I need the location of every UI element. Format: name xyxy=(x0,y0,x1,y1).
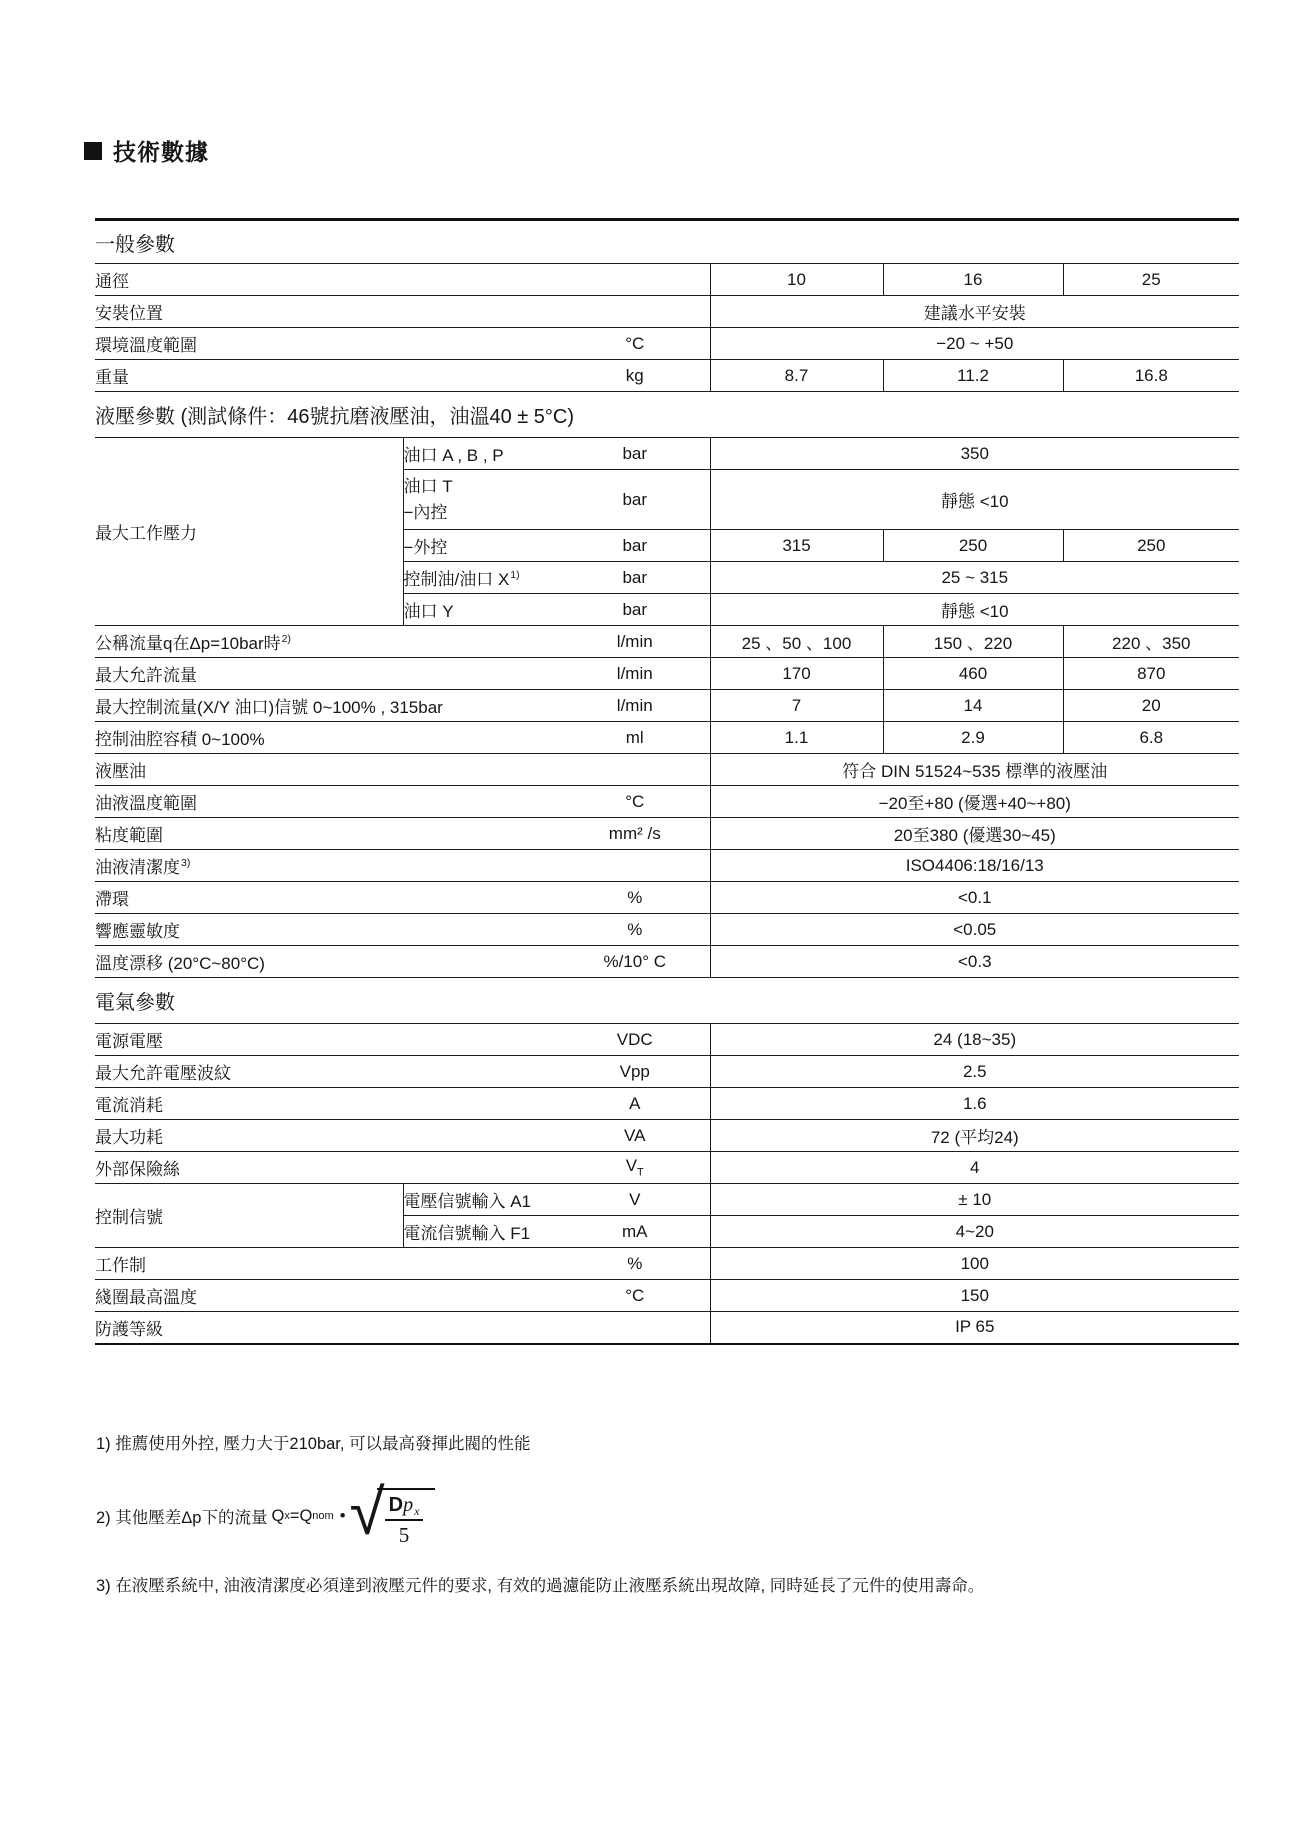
row-viscosity xyxy=(95,818,1239,850)
value-cell-10: 25 、50 、100 xyxy=(710,626,883,658)
section-header-electrical: 電氣參數 xyxy=(95,978,1239,1024)
row-fluid-temp xyxy=(95,786,1239,818)
page-title-text: 技術數據 xyxy=(113,139,209,165)
unit-cell: mm² /s xyxy=(560,818,710,850)
unit-cell: °C xyxy=(560,786,710,818)
value-cell: −20 ~ +50 xyxy=(710,328,1239,360)
value-cell-25: 870 xyxy=(1063,658,1239,690)
formula-q-sub: x xyxy=(284,1510,290,1522)
label-cell: 粘度範圍 xyxy=(95,818,560,850)
row-fluid xyxy=(95,754,1239,786)
numerator-p: p xyxy=(403,1493,414,1516)
label-cell: 環境溫度範圍 xyxy=(95,328,560,360)
sublabel-cell: −外控 xyxy=(403,530,560,562)
unit-cell xyxy=(560,850,710,882)
value-cell: ± 10 xyxy=(710,1184,1239,1216)
value-cell: 靜態 <10 xyxy=(710,470,1239,530)
value-cell: 建議水平安裝 xyxy=(710,296,1239,328)
value-cell-25: 250 xyxy=(1063,530,1239,562)
row-protection-class xyxy=(95,1312,1239,1344)
value-cell-10: 10 xyxy=(710,264,883,296)
unit-main: V xyxy=(625,1156,638,1176)
sublabel-cell xyxy=(403,562,560,594)
footnote-2-text: 2) 其他壓差Δp下的流量 xyxy=(96,1509,268,1527)
label-cell: 工作制 xyxy=(95,1248,560,1280)
flow-formula xyxy=(271,1475,435,1550)
value-cell: 1.6 xyxy=(710,1088,1239,1120)
unit-cell xyxy=(560,754,710,786)
footnote-ref-1: 1) xyxy=(510,569,520,581)
label-cell: 最大功耗 xyxy=(95,1120,560,1152)
label-cell: 最大允許流量 xyxy=(95,658,560,690)
value-cell: 100 xyxy=(710,1248,1239,1280)
row-hydraulic-header xyxy=(95,392,1239,438)
section-header-general: 一般參數 xyxy=(95,220,1239,264)
row-weight xyxy=(95,360,1239,392)
unit-cell: ml xyxy=(560,722,710,754)
label-cell: 重量 xyxy=(95,360,560,392)
value-cell: ISO4406:18/16/13 xyxy=(710,850,1239,882)
unit-cell: bar xyxy=(560,594,710,626)
row-nominal-size xyxy=(95,264,1239,296)
unit-cell: % xyxy=(560,882,710,914)
sublabel-cell xyxy=(403,470,560,530)
row-max-flow xyxy=(95,658,1239,690)
footnotes xyxy=(96,1430,1216,1613)
label-cell-control-signal: 控制信號 xyxy=(95,1184,403,1248)
value-cell: 25 ~ 315 xyxy=(710,562,1239,594)
footnote-2 xyxy=(96,1470,1216,1562)
unit-cell xyxy=(560,264,710,296)
value-cell-16: 16 xyxy=(883,264,1063,296)
page-title xyxy=(84,134,209,167)
unit-cell: % xyxy=(560,1248,710,1280)
unit-cell: bar xyxy=(560,470,710,530)
fraction-numerator xyxy=(385,1494,424,1521)
unit-cell: kg xyxy=(560,360,710,392)
value-cell: 20至380 (優選30~45) xyxy=(710,818,1239,850)
value-cell: 符合 DIN 51524~535 標準的液壓油 xyxy=(710,754,1239,786)
row-nominal-flow xyxy=(95,626,1239,658)
value-cell-16: 150 、220 xyxy=(883,626,1063,658)
value-cell-10: 8.7 xyxy=(710,360,883,392)
value-cell: <0.05 xyxy=(710,914,1239,946)
value-cell-16: 14 xyxy=(883,690,1063,722)
label-cell: 液壓油 xyxy=(95,754,560,786)
row-supply-voltage xyxy=(95,1024,1239,1056)
row-max-power xyxy=(95,1120,1239,1152)
row-duty-cycle xyxy=(95,1248,1239,1280)
value-cell-16: 2.9 xyxy=(883,722,1063,754)
row-voltage-ripple xyxy=(95,1056,1239,1088)
row-cleanliness xyxy=(95,850,1239,882)
square-bullet-icon xyxy=(84,142,102,160)
unit-cell: l/min xyxy=(560,626,710,658)
label-cell: 電源電壓 xyxy=(95,1024,560,1056)
sublabel-cell: 油口 A , B , P xyxy=(403,438,560,470)
row-port-abp xyxy=(95,438,1239,470)
row-response xyxy=(95,914,1239,946)
row-coil-temp xyxy=(95,1280,1239,1312)
sublabel-line1: 油口 T xyxy=(403,476,453,496)
sublabel-line2: −內控 xyxy=(403,502,448,522)
label-cell: 電流消耗 xyxy=(95,1088,560,1120)
row-electrical-header xyxy=(95,978,1239,1024)
unit-cell: V xyxy=(560,1184,710,1216)
value-cell-10: 170 xyxy=(710,658,883,690)
value-cell: 4~20 xyxy=(710,1216,1239,1248)
label-cell: 控制油腔容積 0~100% xyxy=(95,722,560,754)
sublabel-cell: 電流信號輸入 F1 xyxy=(403,1216,560,1248)
unit-cell: A xyxy=(560,1088,710,1120)
value-cell: 靜態 <10 xyxy=(710,594,1239,626)
fraction-denominator: 5 xyxy=(398,1522,410,1547)
row-current-draw xyxy=(95,1088,1239,1120)
label-cell: 綫圈最高溫度 xyxy=(95,1280,560,1312)
unit-cell: l/min xyxy=(560,658,710,690)
value-cell: 350 xyxy=(710,438,1239,470)
row-max-pilot-flow xyxy=(95,690,1239,722)
value-cell: <0.3 xyxy=(710,946,1239,978)
radical-body xyxy=(377,1488,436,1548)
value-cell: 2.5 xyxy=(710,1056,1239,1088)
formula-q: Q xyxy=(271,1506,285,1525)
label-cell xyxy=(95,626,560,658)
unit-cell: %/10° C xyxy=(560,946,710,978)
value-cell: −20至+80 (優選+40~+80) xyxy=(710,786,1239,818)
row-temp-drift xyxy=(95,946,1239,978)
value-cell-25: 220 、350 xyxy=(1063,626,1239,658)
label-cell: 響應靈敏度 xyxy=(95,914,560,946)
unit-cell: °C xyxy=(560,328,710,360)
value-cell: <0.1 xyxy=(710,882,1239,914)
row-ambient-temp xyxy=(95,328,1239,360)
unit-cell: bar xyxy=(560,562,710,594)
unit-cell xyxy=(560,296,710,328)
label-cell: 最大控制流量(X/Y 油口)信號 0~100% , 315bar xyxy=(95,690,560,722)
value-cell: 150 xyxy=(710,1280,1239,1312)
value-cell-25: 20 xyxy=(1063,690,1239,722)
footnote-ref-3: 3) xyxy=(181,857,191,869)
label-cell: 安裝位置 xyxy=(95,296,560,328)
value-cell: 24 (18~35) xyxy=(710,1024,1239,1056)
formula-dot: • xyxy=(339,1506,346,1525)
row-external-fuse xyxy=(95,1152,1239,1184)
unit-cell: % xyxy=(560,914,710,946)
label-cell xyxy=(95,850,560,882)
row-general-header xyxy=(95,220,1239,264)
unit-cell: °C xyxy=(560,1280,710,1312)
value-cell: 4 xyxy=(710,1152,1239,1184)
unit-cell xyxy=(560,1152,710,1184)
tech-data-table xyxy=(95,218,1239,1345)
sublabel-text: 控制油/油口 X xyxy=(403,570,510,589)
value-cell-25: 16.8 xyxy=(1063,360,1239,392)
formula-nom-sub: nom xyxy=(312,1510,334,1522)
label-cell: 滯環 xyxy=(95,882,560,914)
row-pilot-volume xyxy=(95,722,1239,754)
unit-cell: bar xyxy=(560,438,710,470)
numerator-sub-x: x xyxy=(414,1503,420,1518)
label-cell: 外部保險絲 xyxy=(95,1152,560,1184)
sublabel-cell: 電壓信號輸入 A1 xyxy=(403,1184,560,1216)
label-cell: 最大允許電壓波紋 xyxy=(95,1056,560,1088)
unit-cell: VA xyxy=(560,1120,710,1152)
label-cell-max-pressure: 最大工作壓力 xyxy=(95,438,403,626)
label-cell: 通徑 xyxy=(95,264,560,296)
value-cell-16: 11.2 xyxy=(883,360,1063,392)
value-cell-16: 460 xyxy=(883,658,1063,690)
unit-cell: Vpp xyxy=(560,1056,710,1088)
label-cell: 溫度漂移 (20°C~80°C) xyxy=(95,946,560,978)
value-cell: IP 65 xyxy=(710,1312,1239,1344)
value-cell-25: 6.8 xyxy=(1063,722,1239,754)
label-cell: 防護等級 xyxy=(95,1312,560,1344)
unit-cell: bar xyxy=(560,530,710,562)
unit-cell: l/min xyxy=(560,690,710,722)
label-text: 公稱流量q在Δp=10bar時 xyxy=(95,634,281,653)
value-cell-10: 7 xyxy=(710,690,883,722)
value-cell-10: 1.1 xyxy=(710,722,883,754)
section-header-hydraulic: 液壓參數 (測試條件：46號抗磨液壓油，油溫40 ± 5°C) xyxy=(95,392,1239,438)
unit-cell xyxy=(560,1312,710,1344)
row-voltage-signal-input xyxy=(95,1184,1239,1216)
row-mounting xyxy=(95,296,1239,328)
row-hysteresis xyxy=(95,882,1239,914)
radical-sign-icon: √ xyxy=(349,1475,385,1550)
sublabel-cell: 油口 Y xyxy=(403,594,560,626)
unit-cell: mA xyxy=(560,1216,710,1248)
numerator-D: D xyxy=(388,1493,404,1516)
label-cell: 油液溫度範圍 xyxy=(95,786,560,818)
formula-eq: =Q xyxy=(289,1506,313,1525)
value-cell-10: 315 xyxy=(710,530,883,562)
label-text: 油液清潔度 xyxy=(95,858,180,877)
value-cell-25: 25 xyxy=(1063,264,1239,296)
footnote-3: 3) 在液壓系統中, 油液清潔度必須達到液壓元件的要求, 有效的過濾能防止液壓系統出現故障, 同時延長了元件的使用壽命。 xyxy=(96,1577,985,1595)
value-cell-16: 250 xyxy=(883,530,1063,562)
square-root xyxy=(349,1475,435,1550)
value-cell: 72 (平均24) xyxy=(710,1120,1239,1152)
unit-cell: VDC xyxy=(560,1024,710,1056)
footnote-1: 1) 推薦使用外控, 壓力大于210bar, 可以最高發揮此閥的性能 xyxy=(96,1435,531,1453)
footnote-ref-2: 2) xyxy=(281,633,292,645)
unit-subscript: T xyxy=(637,1166,644,1179)
